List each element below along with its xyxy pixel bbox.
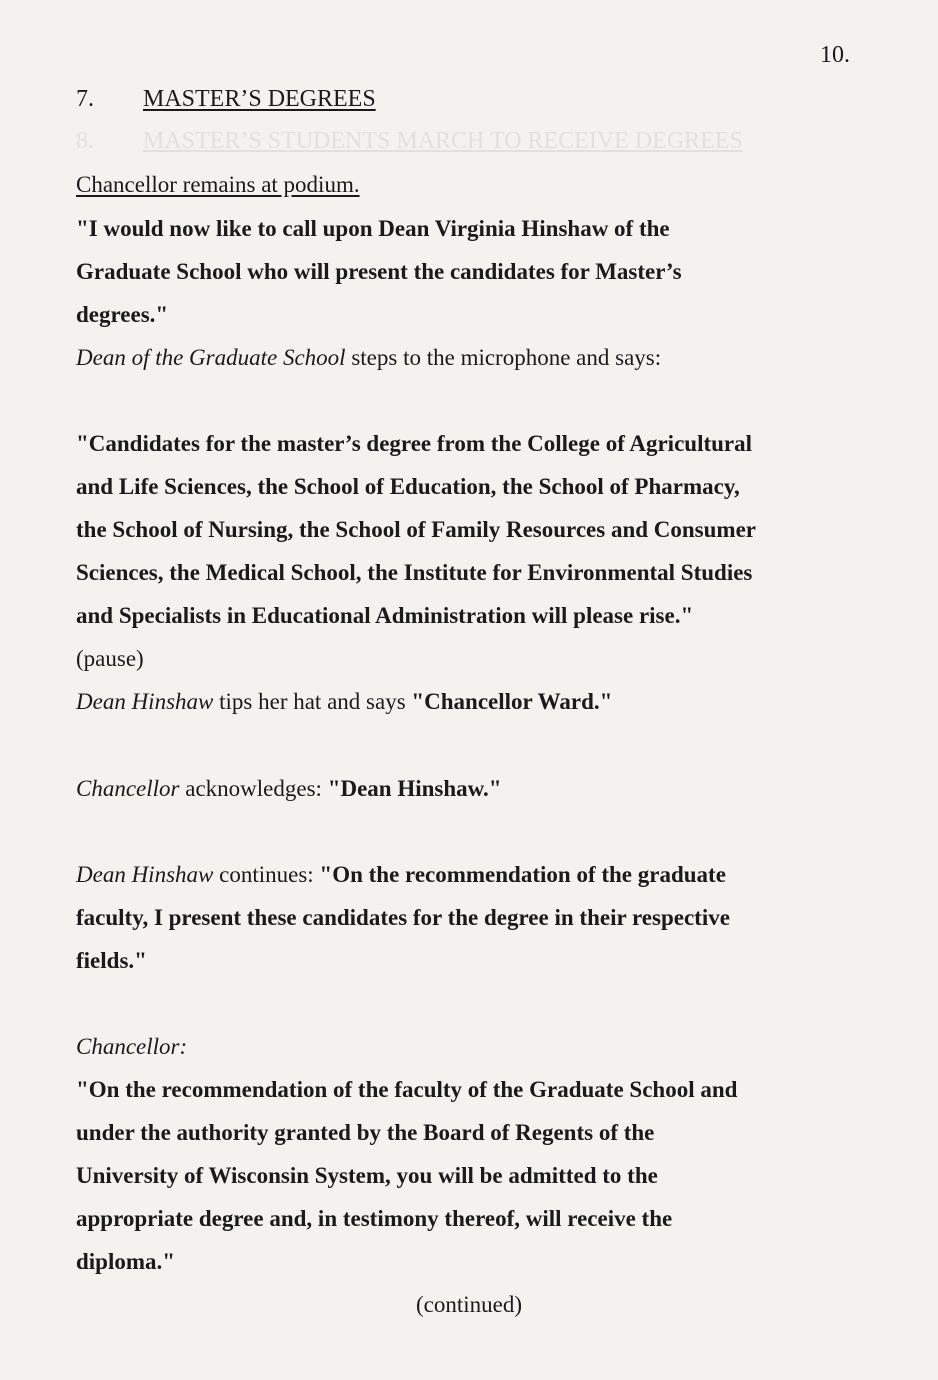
section-number: 7. — [76, 86, 94, 112]
role-name: Chancellor — [76, 776, 180, 801]
speech-line: and Life Sciences, the School of Education, the School of Pharmacy, — [76, 474, 740, 499]
stage-direction — [76, 343, 661, 373]
speech-line: Sciences, the Medical School, the Institute for Environmental Studies — [76, 560, 753, 585]
role-name: Dean Hinshaw — [76, 689, 214, 714]
speech-line: and Specialists in Educational Administration will please rise." — [76, 603, 694, 628]
speech-line: "I would now like to call upon Dean Virginia Hinshaw of the — [76, 216, 670, 241]
section-heading — [76, 86, 376, 113]
bleed-through-number: 8. — [76, 128, 94, 154]
direction-text: tips her hat and says — [213, 689, 412, 714]
direction-text: continues: — [213, 862, 320, 887]
speech-line: faculty, I present these candidates for the degree in their respective — [76, 905, 730, 930]
speech-line: "Candidates for the master’s degree from the College of Agricultural — [76, 431, 753, 456]
speech-line: Graduate School who will present the candidates for Master’s — [76, 259, 682, 284]
speech-line: degrees." — [76, 302, 169, 327]
stage-direction: Chancellor remains at podium. — [76, 172, 360, 197]
continued-note: (continued) — [415, 1292, 522, 1317]
bleed-through-title: MASTER’S STUDENTS MARCH TO RECEIVE DEGREES — [143, 128, 743, 154]
speech-line: the School of Nursing, the School of Family Resources and Consumer — [76, 517, 757, 542]
speech-line: diploma." — [76, 1249, 176, 1274]
speech-quote: "On the recommendation of the graduate — [319, 862, 726, 887]
direction-text: steps to the microphone and says: — [345, 345, 662, 370]
stage-direction — [76, 860, 726, 890]
stage-direction — [76, 687, 612, 717]
speech-line: University of Wisconsin System, you will be admitted to the — [76, 1163, 658, 1188]
page-number: 10. — [820, 42, 850, 68]
role-name: Dean Hinshaw — [76, 862, 214, 887]
speech-quote: "Chancellor Ward." — [411, 689, 613, 714]
role-name: Dean of the Graduate School — [76, 345, 346, 370]
section-title: MASTER’S DEGREES — [143, 86, 376, 112]
speech-line: fields." — [76, 948, 147, 973]
stage-direction: (pause) — [76, 646, 144, 671]
speech-line: appropriate degree and, in testimony thereof, will receive the — [76, 1206, 673, 1231]
speech-quote: "Dean Hinshaw." — [327, 776, 502, 801]
direction-text: acknowledges: — [179, 776, 328, 801]
stage-direction — [76, 774, 502, 804]
role-label: Chancellor: — [76, 1034, 188, 1059]
speech-line: under the authority granted by the Board of Regents of the — [76, 1120, 655, 1145]
speech-line: "On the recommendation of the faculty of the Graduate School and — [76, 1077, 738, 1102]
bleed-through-heading — [76, 128, 743, 155]
